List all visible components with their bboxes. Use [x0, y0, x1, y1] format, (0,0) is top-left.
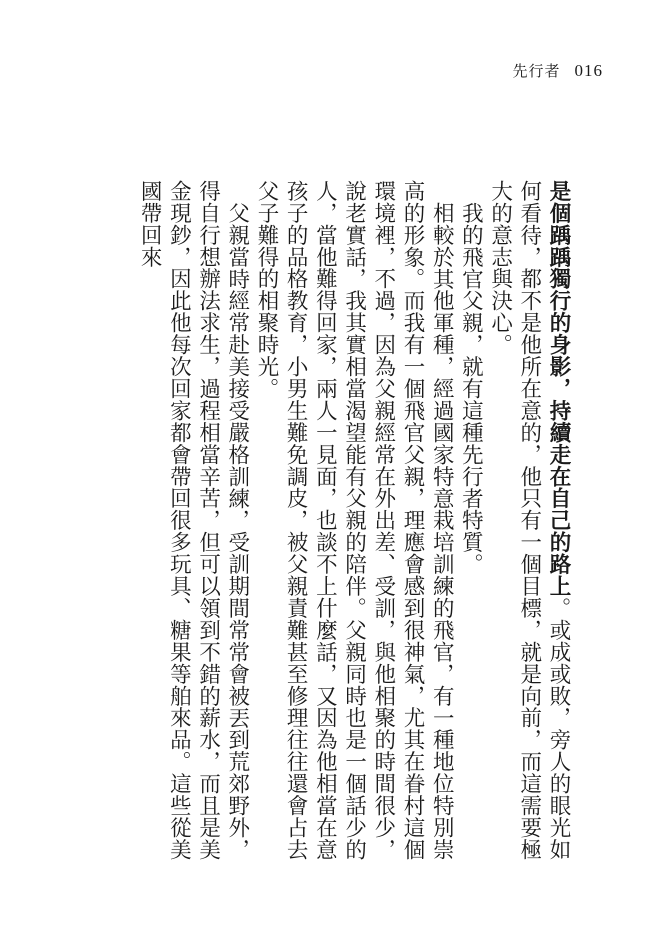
body-text [135, 180, 573, 880]
paragraph-2: 我的飛官父親，就有這種先行者特質。 [458, 201, 484, 575]
page-number: 016 [574, 61, 603, 80]
paragraph-1 [485, 180, 573, 880]
book-title: 先行者 [512, 62, 561, 80]
running-header [512, 60, 603, 81]
paragraph-text: 。或成或敗，旁人的眼光如何看待，都不是他所在意的，他只有一個目標，就是向前，而這需要極大的意志與決心。 [487, 180, 571, 861]
paragraph-3: 相較於其他軍種，經過國家特意栽培訓練的飛官，有一種地位特別崇高的形象。而我有一個飛官父親，理應會感到很神氣，尤其在眷村這個環境裡，不過，因為父親經常在外出差、受訓，與他相聚的時間很少，說老實話，我其實相當渴望能有父親的陪伴。父親同時也是一個話少的人，當他難得回家，兩人一見面，也談不上什麼話，又因為他相當在意孩子的品格教育，小男生難免調皮，被父親責難甚至修理往往還會占去父子難得的相聚時光。 [253, 180, 455, 861]
paragraph-4: 父親當時經常赴美接受嚴格訓練，受訓期間常常會被丟到荒郊野外，得自行想辦法求生，過程相當辛苦，但可以領到不錯的薪水，而且是美金現鈔，因此他每次回家都會帶回很多玩具、糖果等舶來品。這些從美國帶回來 [137, 180, 250, 861]
emphasized-text: 是個踽踽獨行的身影，持續走在自己的路上 [546, 180, 571, 598]
